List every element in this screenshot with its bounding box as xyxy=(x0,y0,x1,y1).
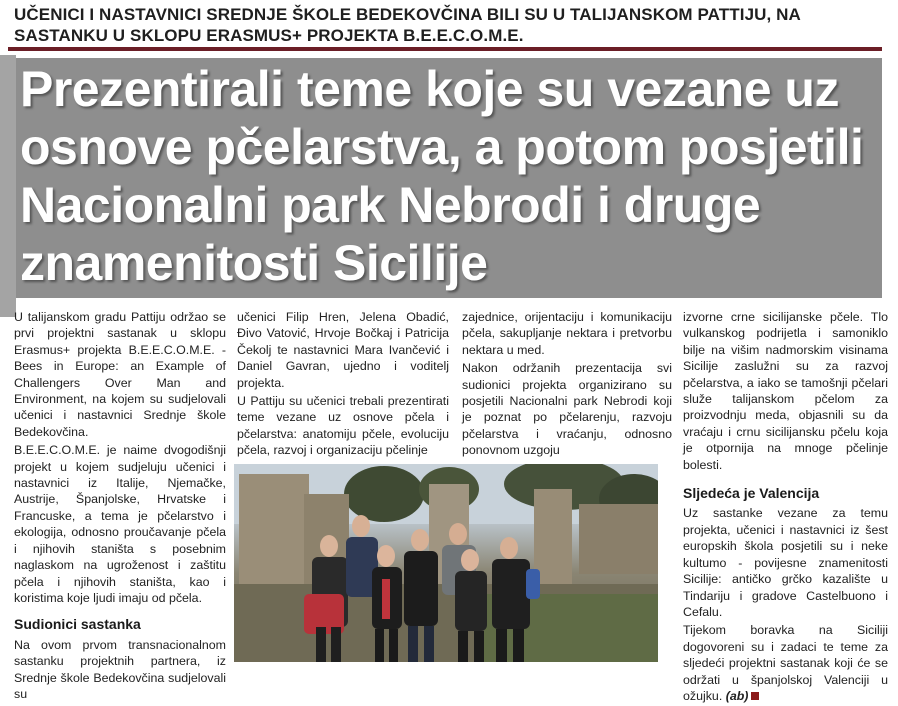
end-mark-icon xyxy=(751,692,759,700)
paragraph: B.E.E.C.O.M.E. je naime dvogodišnji projekt u kojem sudjeluju učenici i nastavnici iz Italije, Njemačke, Austrije, Španjolske, Hrvatske i Francuske, a tema je pčelarstvo i ekologija, odnosno proučavanje pčela i njihovih staništa s posebnim naglaskom na ugroženost i zaštitu pčela i njihovih staništa, kao i koristima koje ljudi imaju od pčela. xyxy=(14,443,226,605)
article-column-3 xyxy=(462,309,672,461)
article-column-4 xyxy=(683,309,888,706)
paragraph-final xyxy=(683,622,888,704)
headline: Prezentirali teme koje su vezane uz osnove pčelarstva, a potom posjetili Nacionalni park Nebrodi i druge znamenitosti Sicilije xyxy=(20,61,864,291)
paragraph: zajednice, orijentaciju i komunikaciju pčela, sakupljanje nektara i pretvorbu nektara u med. xyxy=(462,310,672,357)
paragraph: Na ovom prvom transnacionalnom sastanku projektnih partnera, iz Srednje škole Bedekovčina sudjelovali su xyxy=(14,637,226,701)
subheading-participants: Sudionici sastanka xyxy=(14,616,141,633)
paragraph: Uz sastanke vezane za temu projekta, učenici i nastavnici iz šest europskih škola posjetili su i neke kultumo - povijesne znamenitosti Sicilije: antičko grčko kazalište u Tindariju i gradove Castelbuono i Cefalu. xyxy=(683,506,888,619)
divider-rule xyxy=(8,47,882,51)
paragraph: U talijanskom gradu Pattiju održao se prvi projektni sastanak u sklopu Erasmus+ projekta B.E.E.C.O.M.E. - Bees in Europe: an Example of Challengers Over Man and Environment, na kojem su sudjelovali učenici i nastavnici Srednje škole Bedekovčina. xyxy=(14,310,226,439)
subheading-valencia: Sljedeća je Valencija xyxy=(683,485,820,502)
paragraph-final-text: Tijekom boravka na Siciliji dogovoreni su i zadaci te teme za sljedeći projektni sastanak koji će se održati u španjolskoj Valenciji u ožujku. xyxy=(683,623,888,703)
paragraph: U Pattiju su učenici trebali prezentirati teme vezane uz osnove pčela i pčelarstva: anatomiju pčele, evoluciju pčela, razvoj i organizaciju pčelinje xyxy=(237,394,449,458)
group-photo-illustration xyxy=(234,464,658,662)
paragraph: izvorne crne sicilijanske pčele. Tlo vulkanskog podrijetla i samoniklo bilje na višim nadmorskim visinama Sicilije zaslužni su za razvoj pčelarstva, a iako se tamošnji pčelari služe talijanskom pčelom za proizvodnju meda, objasnili su da vraćaju i crnu sicilijansku pčelu koja je otpornija na mnoge pčelinje bolesti. xyxy=(683,310,888,472)
paragraph: učenici Filip Hren, Jelena Obadić, Đivo Vatović, Hrvoje Bočkaj i Patricija Čekolj te nastavnici Mara Ivančević i Daniel Gavran, ujedno i voditelj projekta. xyxy=(237,310,449,390)
article-column-2 xyxy=(237,309,449,461)
group-photo xyxy=(234,464,658,662)
side-band xyxy=(0,55,16,317)
paragraph: Nakon održanih prezentacija svi sudionici projekta organizirano su posjetili Nacionalni park Nebrodi koji je poznat po pčelarenju, razvoju pčelarstva i vraćanju, odnosno ponovnom uzgoju xyxy=(462,361,672,458)
author-signature: (ab) xyxy=(725,688,749,703)
kicker-heading: UČENICI I NASTAVNICI SREDNJE ŠKOLE BEDEKOVČINA BILI SU U TALIJANSKOM PATTIJU, NA SASTANKU U SKLOPU ERASMUS+ PROJEKTA B.E.E.C.O.M.E. xyxy=(14,5,801,45)
article-column-1 xyxy=(14,309,226,704)
